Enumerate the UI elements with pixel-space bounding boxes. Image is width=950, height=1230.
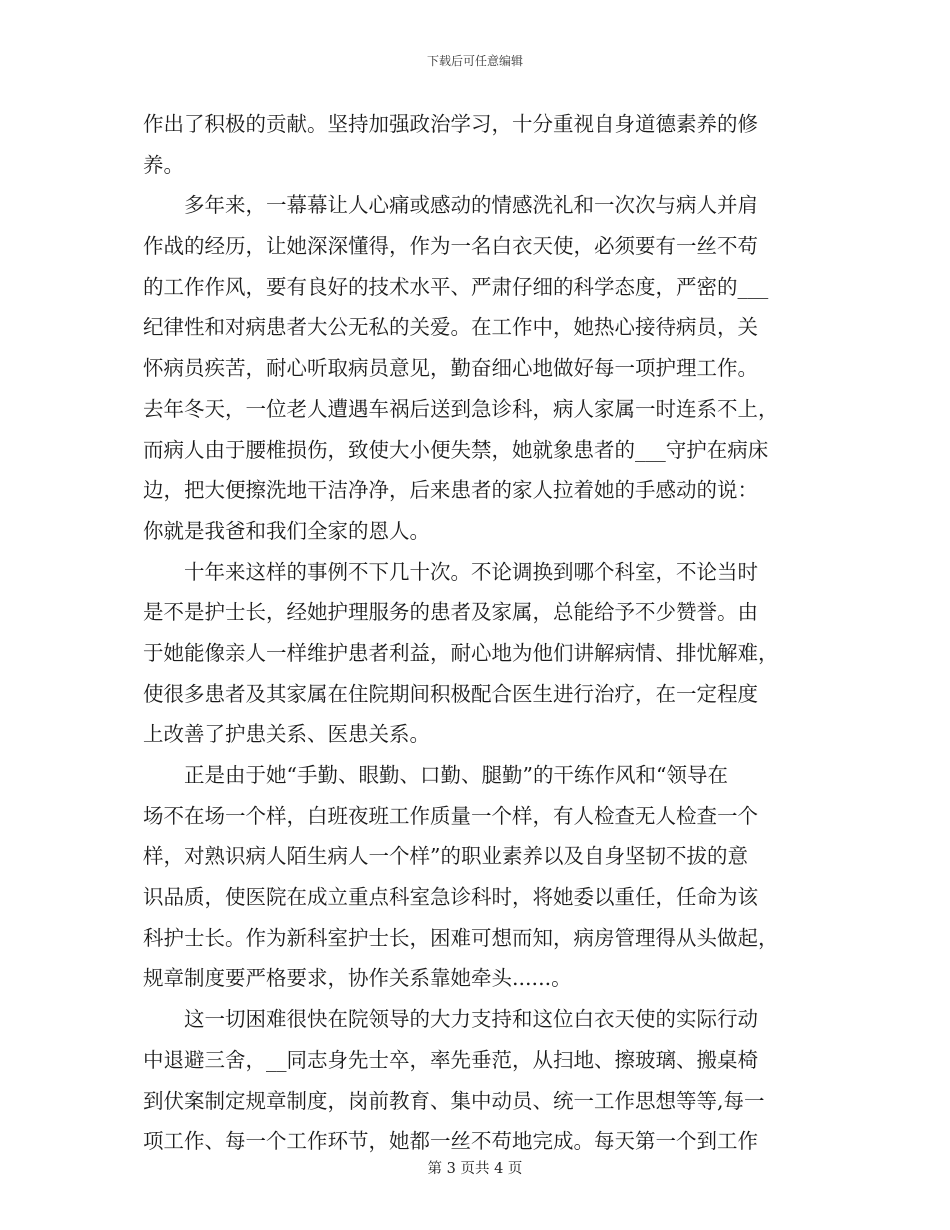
text-line: 识品质，使医院在成立重点科室急诊科时，将她委以重任，任命为该 <box>143 885 758 910</box>
text-line: 是不是护士长，经她护理服务的患者及家属，总能给予不少赞誉。由 <box>143 600 758 625</box>
header-note: 下载后可任意编辑 <box>426 54 523 68</box>
text-line: 而病人由于腰椎损伤，致使大小便失禁，她就象患者的___守护在病床 <box>143 437 769 462</box>
text-line: 边，把大便擦洗地干洁净净，后来患者的家人拉着她的手感动的说： <box>143 478 758 503</box>
text-line: 科护士长。作为新科室护士长，困难可想而知，病房管理得从头做起， <box>143 925 779 950</box>
text-line: 作出了积极的贡献。坚持加强政治学习，十分重视自身道德素养的修 <box>143 112 758 136</box>
body-text <box>143 104 807 1162</box>
text-line: 纪律性和对病患者大公无私的关爱。在工作中，她热心接待病员，关 <box>143 315 758 340</box>
text-line: 使很多患者及其家属在住院期间积极配合医生进行治疗，在一定程度 <box>143 681 758 706</box>
text-line: 你就是我爸和我们全家的恩人。 <box>143 518 430 543</box>
text-line: 规章制度要严格要求，协作关系靠她牵头......。 <box>143 966 572 991</box>
text-line: 样，对熟识病人陌生病人一个样”的职业素养以及自身坚韧不拔的意 <box>143 844 748 869</box>
text-line: 上改善了护患关系、医患关系。 <box>143 722 430 747</box>
text-line: 养。 <box>143 152 184 177</box>
text-line: 中退避三舍，__同志身先士卒，率先垂范，从扫地、擦玻璃、搬桌椅 <box>143 1047 758 1072</box>
text-line: 去年冬天，一位老人遭遇车祸后送到急诊科，病人家属一时连系不上， <box>143 396 779 421</box>
text-line: 这一切困难很快在院领导的大力支持和这位白衣天使的实际行动 <box>184 1007 758 1032</box>
text-line: 的工作作风，要有良好的技术水平、严肃仔细的科学态度，严密的___ <box>143 274 769 299</box>
text-line: 项工作、每一个工作环节，她都一丝不苟地完成。每天第一个到工作 <box>143 1129 758 1154</box>
text-line: 作战的经历，让她深深懂得，作为一名白衣天使，必须要有一丝不苟 <box>143 234 758 259</box>
text-line: 十年来这样的事例不下几十次。不论调换到哪个科室，不论当时 <box>184 559 758 584</box>
text-line: 怀病员疾苦，耐心听取病员意见，勤奋细心地做好每一项护理工作。 <box>143 356 758 381</box>
text-line: 于她能像亲人一样维护患者利益，耐心地为他们讲解病情、排忧解难， <box>143 640 779 665</box>
text-line: 多年来，一幕幕让人心痛或感动的情感洗礼和一次次与病人并肩 <box>184 193 758 218</box>
page-number: 第 3 页共 4 页 <box>427 1161 523 1177</box>
text-line: 到伏案制定规章制度，岗前教育、集中动员、统一工作思想等等,每一 <box>143 1088 765 1113</box>
text-line: 场不在场一个样，白班夜班工作质量一个样，有人检查无人检查一个 <box>143 803 758 828</box>
text-line: 正是由于她“手勤、眼勤、口勤、腿勤”的干练作风和“领导在 <box>184 763 728 787</box>
